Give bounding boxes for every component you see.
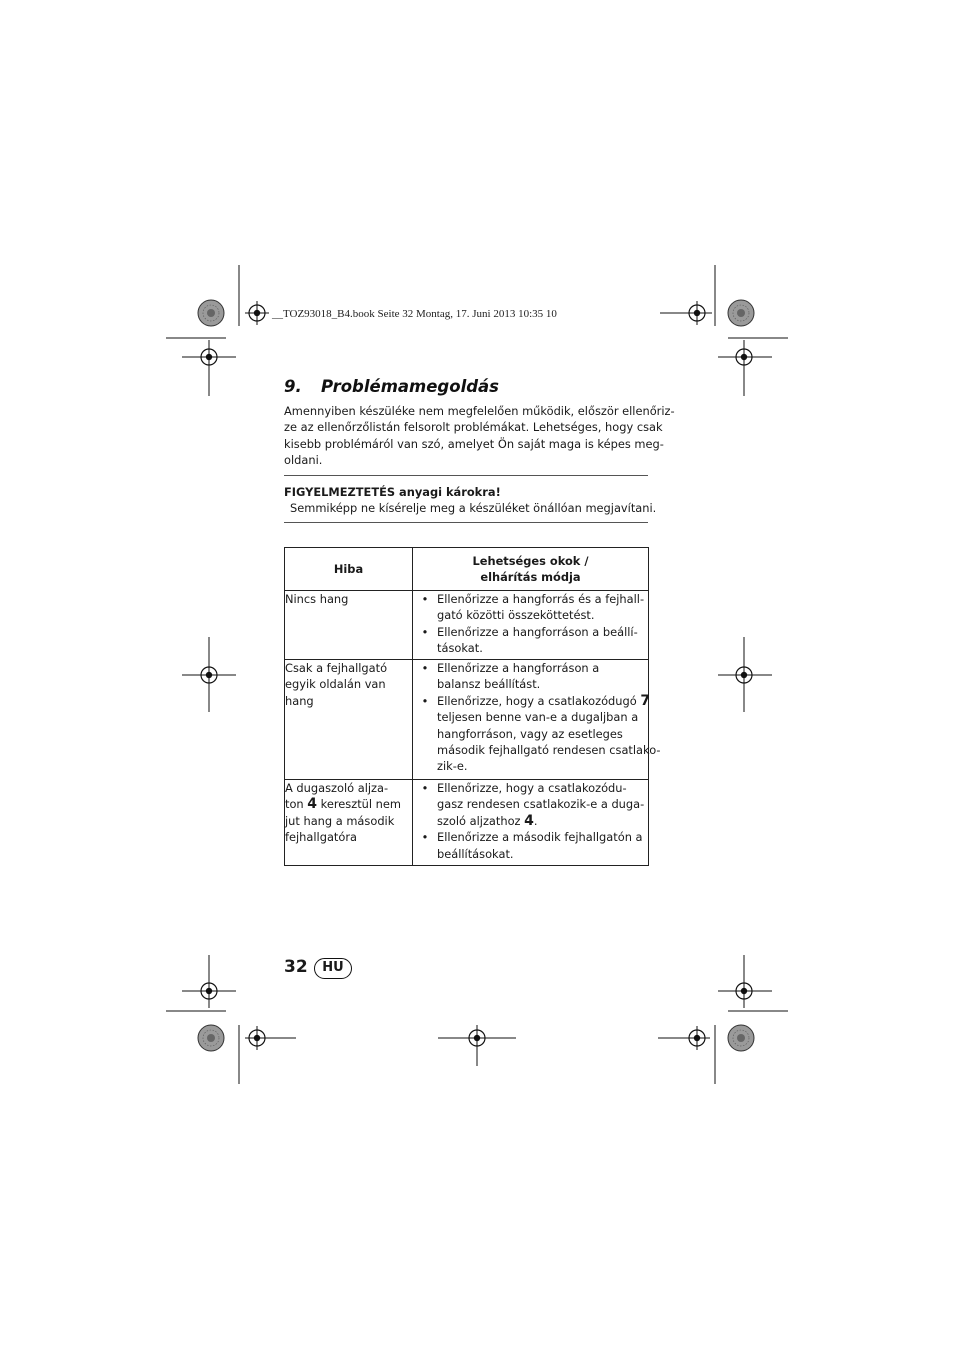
intro-paragraph <box>284 403 675 469</box>
list-item: • Ellenőrizze a hangforráson a balansz beállítást. <box>421 661 600 692</box>
fix-cell <box>413 591 649 660</box>
page-number: 32 <box>284 957 308 977</box>
part-reference: 4 <box>307 796 318 813</box>
warning-top-rule <box>284 475 648 476</box>
color-burst-mark <box>728 1025 754 1051</box>
list-item: • Ellenőrizze a második fejhallgatón a beállításokat. <box>421 830 643 861</box>
table-row <box>285 660 649 780</box>
list-item: • Ellenőrizze, hogy a csatlakozódu- gasz rendesen csatlakozik-e a duga- szoló aljzathoz 4. <box>421 781 645 829</box>
warning-label: FIGYELMEZTETÉS anyagi károkra! <box>284 485 501 499</box>
header-fault: Hiba <box>285 548 413 591</box>
table-header-row <box>285 548 649 591</box>
intro-line: Amennyiben készüléke nem megfelelően működik, először ellenőriz- <box>284 404 675 418</box>
fix-cell <box>413 780 649 866</box>
slug-line: __TOZ93018_B4.book Seite 32 Montag, 17. Juni 2013 10:35 10 <box>272 308 557 320</box>
color-burst-mark <box>198 1025 224 1051</box>
fault-cell: A dugaszoló aljza- ton 4 keresztül nem jut hang a második fejhallgatóra <box>285 780 413 866</box>
registration-mark <box>245 301 269 325</box>
fix-cell <box>413 660 661 780</box>
intro-line: oldani. <box>284 453 323 468</box>
list-item: • Ellenőrizze a hangforrás és a fejhall- gató közötti összeköttetést. <box>421 592 645 623</box>
part-reference: 7 <box>640 692 651 709</box>
language-badge: HU <box>314 958 352 979</box>
section-number: 9. <box>284 377 302 396</box>
fault-cell: Csak a fejhallgató egyik oldalán van hang <box>285 660 413 780</box>
intro-line: ze az ellenőrzőlistán felsorolt problémákat. Lehetséges, hogy csak <box>284 420 663 435</box>
list-item: • Ellenőrizze, hogy a csatlakozódugó 7 teljesen benne van-e a dugaljban a hangforráson, vagy az esetleges második fejhallgató rendesen csatlako- zik-e. <box>421 692 661 774</box>
section-title: Problémamegoldás <box>321 377 499 396</box>
header-fix: Lehetséges okok / elhárítás módja <box>413 548 649 591</box>
color-burst-mark <box>198 300 224 326</box>
fault-cell: Nincs hang <box>285 591 413 660</box>
part-reference: 4 <box>524 812 534 829</box>
table-row <box>285 591 649 660</box>
color-burst-mark <box>728 300 754 326</box>
warning-bottom-rule <box>284 522 648 523</box>
troubleshooting-table <box>284 547 661 866</box>
warning-text: Semmiképp ne kísérelje meg a készüléket önállóan megjavítani. <box>290 501 657 515</box>
table-row <box>285 780 649 866</box>
intro-line: kisebb problémáról van szó, amelyet Ön saját maga is képes meg- <box>284 436 664 451</box>
list-item: • Ellenőrizze a hangforráson a beállí- tásokat. <box>421 624 638 656</box>
section-heading <box>284 377 499 396</box>
